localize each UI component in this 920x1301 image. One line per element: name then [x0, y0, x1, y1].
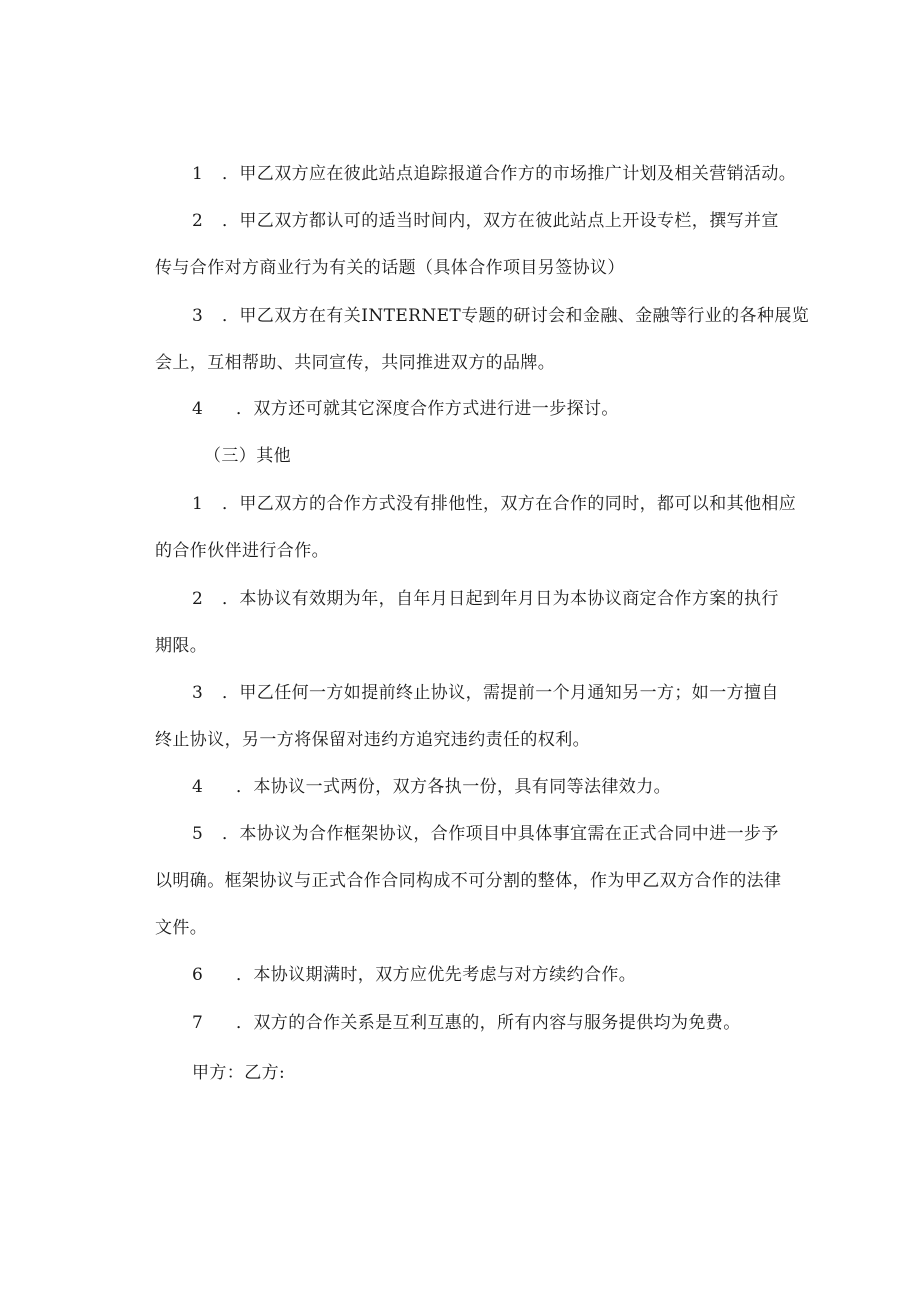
clause-number: 5 [192, 824, 204, 844]
clause-text: ．双方还可就其它深度合作方式进行进一步探讨。 [236, 399, 619, 419]
clause-text: ．本协议有效期为年，自年月日起到年月日为本协议商定合作方案的执行 [222, 589, 779, 609]
clause-number: 7 [192, 1013, 204, 1033]
clause-3-3 [192, 682, 779, 704]
clause-3-7 [192, 1012, 741, 1034]
clause-number: 4 [192, 777, 204, 797]
clause-number: 1 [192, 494, 204, 514]
clause-3-1 [192, 493, 796, 515]
clause-3-1-cont [155, 540, 329, 562]
clause-3-5-cont-2 [155, 917, 207, 939]
clause-text: 以明确。框架协议与正式合作合同构成不可分割的整体，作为甲乙双方合作的法律 [155, 871, 782, 891]
clause-2-3 [192, 305, 809, 327]
clause-3-5 [192, 823, 779, 845]
clause-3-5-cont [155, 870, 781, 892]
clause-text: ．甲乙双方都认可的适当时间内，双方在彼此站点上开设专栏，撰写并宣 [222, 211, 779, 231]
clause-3-6 [192, 964, 636, 986]
clause-text: ．本协议一式两份，双方各执一份，具有同等法律效力。 [236, 777, 671, 797]
clause-text: 终止协议，另一方将保留对违约方追究违约责任的权利。 [155, 730, 590, 750]
clause-text: ．双方的合作关系是互利互惠的，所有内容与服务提供均为免费。 [236, 1013, 741, 1033]
clause-3-4 [192, 776, 671, 798]
clause-number: 2 [192, 211, 204, 231]
clause-3-2-cont [155, 635, 207, 657]
clause-number: 4 [192, 399, 204, 419]
clause-number: 2 [192, 589, 204, 609]
clause-text: 传与合作对方商业行为有关的话题（具体合作项目另签协议） [155, 258, 625, 278]
clause-text: ．甲乙双方的合作方式没有排他性，双方在合作的同时，都可以和其他相应 [222, 494, 797, 514]
clause-text: ．甲乙任何一方如提前终止协议，需提前一个月通知另一方；如一方擅自 [222, 683, 779, 703]
clause-text: ．本协议期满时，双方应优先考虑与对方续约合作。 [236, 965, 637, 985]
clause-2-2-cont [155, 257, 625, 279]
clause-text: ．甲乙双方在有关INTERNET专题的研讨会和金融、金融等行业的各种展览 [222, 306, 810, 326]
clause-text: ．本协议为合作框架协议，合作项目中具体事宜需在正式合同中进一步予 [222, 824, 779, 844]
clause-text: 的合作伙伴进行合作。 [155, 541, 329, 561]
clause-3-3-cont [155, 729, 590, 751]
clause-2-4 [192, 398, 619, 420]
clause-number: 3 [192, 306, 204, 326]
clause-2-3-cont [155, 352, 555, 374]
signature-line: 甲方：乙方: [192, 1063, 286, 1083]
clause-text: 会上，互相帮助、共同宣传，共同推进双方的品牌。 [155, 353, 556, 373]
clause-text: 期限。 [155, 636, 208, 656]
section-heading: （三）其他 [204, 446, 291, 466]
clause-number: 1 [192, 164, 204, 184]
clause-2-2 [192, 210, 779, 232]
clause-text: ．甲乙双方应在彼此站点追踪报道合作方的市场推广计划及相关营销活动。 [222, 164, 797, 184]
clause-2-1 [192, 163, 796, 185]
clause-number: 6 [192, 965, 204, 985]
clause-number: 3 [192, 683, 204, 703]
clause-text: 文件。 [155, 918, 208, 938]
clause-3-2 [192, 588, 779, 610]
